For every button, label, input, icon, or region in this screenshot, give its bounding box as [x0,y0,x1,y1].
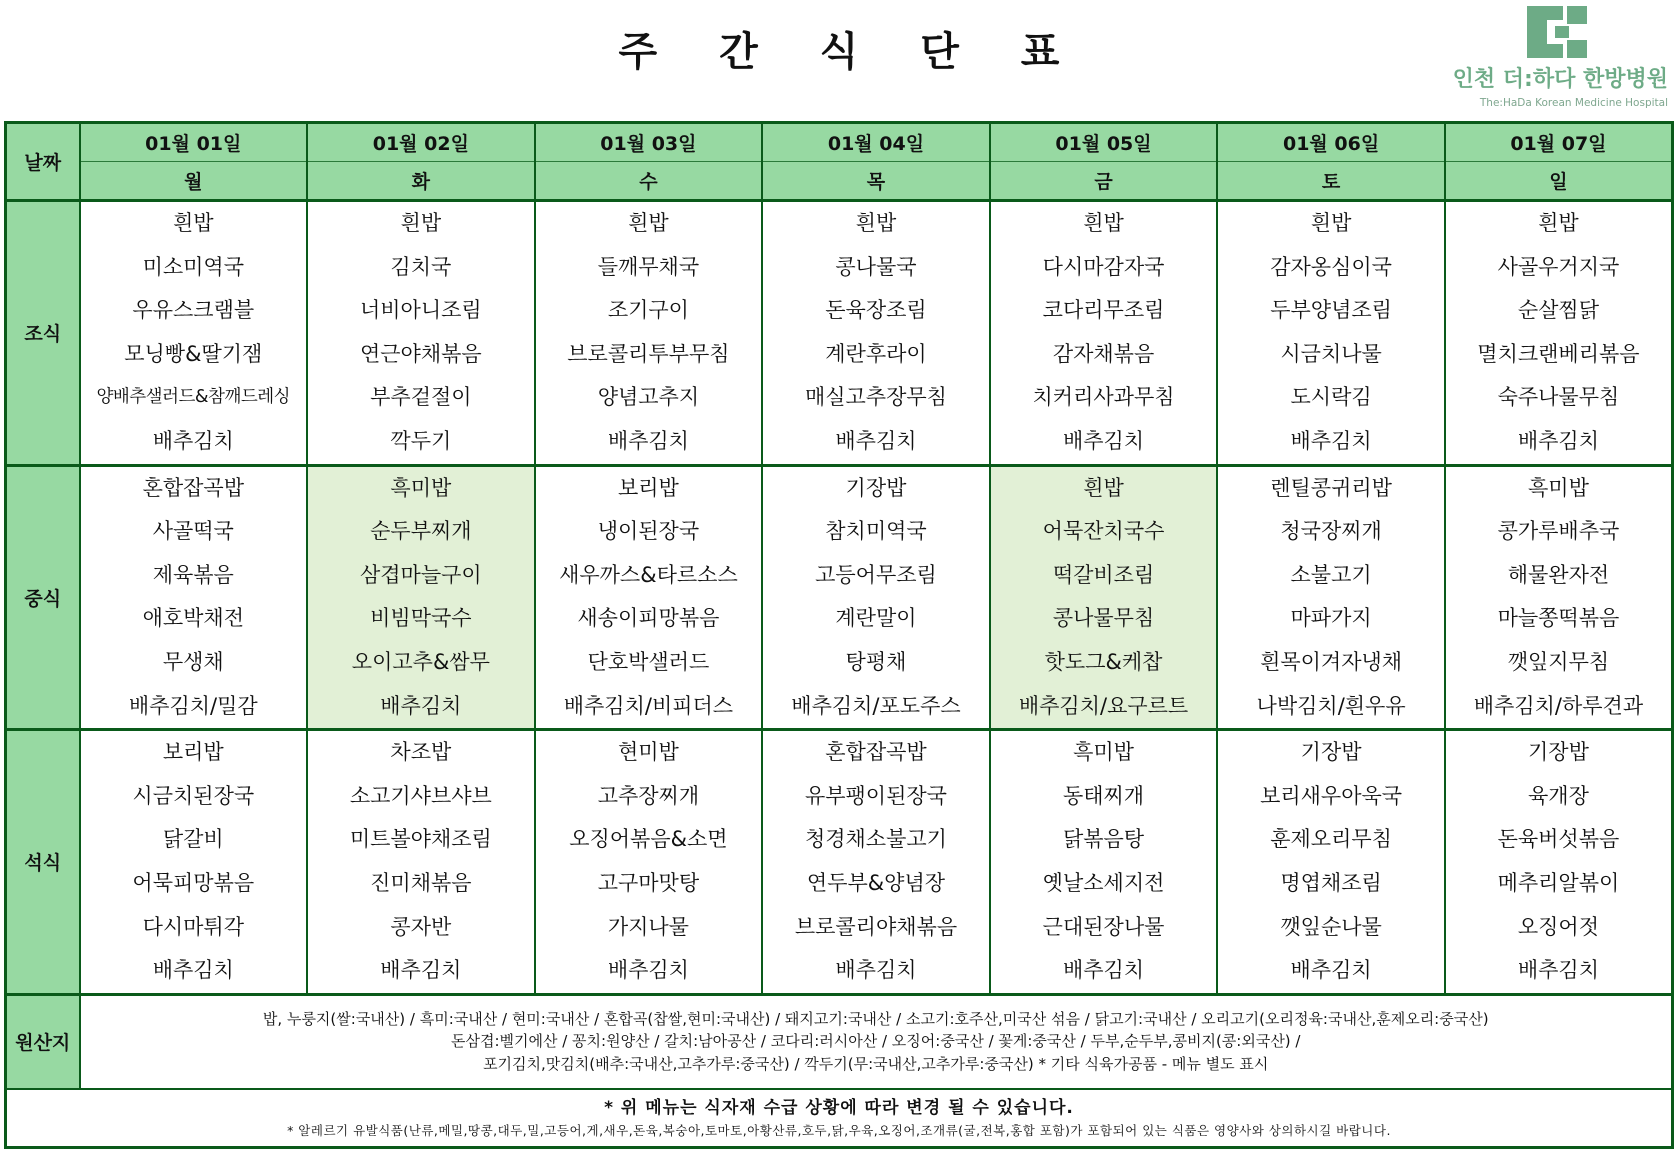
menu-cell [535,730,763,995]
menu-item: 흰밥 [400,211,442,235]
menu-item: 닭볶음탕 [1062,827,1145,852]
menu-cell [990,201,1218,466]
menu-item: 치커리사과무침 [1032,385,1175,410]
menu-item: 사골우거지국 [1497,254,1620,279]
menu-cell [80,730,308,995]
menu-cell [1445,730,1673,995]
date-header: 01월 07일 [1445,123,1673,162]
menu-item: 흑미밥 [1528,475,1589,500]
menu-item: 콩가루배추국 [1497,519,1620,544]
menu-item: 메추리알볶이 [1497,870,1620,895]
menu-item: 너비아니조림 [359,298,482,323]
menu-item: 고추장찌개 [597,783,700,808]
meal-label: 조식 [6,201,80,466]
menu-cell [80,201,308,466]
menu-item: 혼합잡곡밥 [825,740,927,765]
menu-item: 제육볶음 [152,562,234,587]
menu-item: 배추김치 [380,958,462,983]
menu-item: 시금치된장국 [132,783,255,808]
menu-cell [762,730,990,995]
menu-cell [1445,465,1673,730]
menu-item: 청국장찌개 [1280,519,1382,544]
menu-cell [1217,201,1445,466]
menu-item: 청경채소불고기 [804,827,947,852]
page-title: 주 간 식 단 표 [618,29,1084,75]
menu-item: 어묵피망볶음 [132,870,255,895]
weekday-header: 수 [535,162,763,201]
menu-item: 감자채볶음 [1052,341,1155,366]
menu-item: 배추김치 [1517,958,1600,983]
menu-item: 두부양념조림 [1270,298,1392,323]
menu-item: 코다리무조림 [1042,298,1165,323]
menu-item: 다시마감자국 [1042,254,1165,279]
menu-item: 배추김치 [380,693,462,718]
weekday-header: 일 [1445,162,1673,201]
origin-line: 돈삼겹:벨기에산 / 꽁치:원양산 / 갈치:남아공산 / 코다리:러시아산 / 오징어:중국산 / 꽃게:중국산 / 두부,순두부,콩비지(콩:외국산) / [450,1032,1301,1051]
date-header: 01월 03일 [535,123,763,162]
menu-item: 콩나물무침 [1052,606,1155,631]
menu-item: 들깨무채국 [597,254,700,279]
menu-item: 새우까스&타르소스 [559,562,738,587]
menu-item: 배추김치/포도주스 [791,693,961,718]
menu-item: 닭갈비 [162,827,224,852]
menu-item: 매실고추장무침 [804,385,947,410]
menu-item: 콩나물국 [835,254,917,279]
menu-item: 배추김치 [607,428,689,453]
menu-cell [990,465,1218,730]
menu-item: 소고기샤브샤브 [349,783,492,808]
menu-item: 흰밥 [855,211,897,235]
menu-item: 깻잎지무침 [1507,649,1610,674]
menu-item: 다시마튀각 [142,914,244,939]
menu-item: 배추김치 [1290,958,1372,983]
menu-item: 명엽채조림 [1280,870,1382,895]
menu-item: 흰목이겨자냉채 [1260,649,1403,674]
menu-item: 배추김치 [1062,428,1145,453]
date-header-row [6,123,1673,162]
menu-item: 김치국 [390,254,452,279]
menu-item: 배추김치 [1517,428,1600,453]
menu-item: 옛날소세지전 [1042,870,1165,895]
menu-item: 도시락김 [1290,385,1372,410]
menu-item: 삼겹마늘구이 [359,562,482,587]
menu-item: 비빔막국수 [370,606,472,631]
menu-item: 해물완자전 [1507,562,1610,587]
menu-item: 흑미밥 [1073,740,1134,765]
menu-item: 계란후라이 [825,341,927,366]
menu-cell [762,465,990,730]
menu-cell [307,201,535,466]
hospital-logo-mark-icon [1527,6,1593,58]
origin-info [80,994,1673,1089]
menu-item: 배추김치 [835,958,917,983]
menu-item: 브로콜리야채볶음 [794,914,958,939]
menu-item: 혼합잡곡밥 [142,475,244,500]
menu-item: 흰밥 [1083,211,1124,235]
date-header: 01월 01일 [80,123,308,162]
menu-cell [535,201,763,466]
menu-item: 배추김치/하루견과 [1473,693,1644,718]
menu-item: 연근야채볶음 [359,341,482,366]
menu-item: 기장밥 [1300,740,1362,765]
origin-label: 원산지 [6,994,80,1089]
menu-item: 기장밥 [845,475,907,500]
menu-item: 보리밥 [617,475,679,500]
menu-item: 깻잎순나물 [1280,914,1382,939]
menu-item: 배추김치 [1290,428,1372,453]
menu-item: 흰밥 [172,211,214,235]
menu-item: 근대된장나물 [1042,914,1165,939]
menu-item: 배추김치 [152,958,234,983]
menu-item: 양념고추지 [597,385,700,410]
menu-item: 모닝빵&딸기잼 [124,341,263,366]
menu-item: 돈육장조림 [825,298,927,323]
menu-item: 현미밥 [617,740,679,765]
menu-item: 조기구이 [607,298,689,323]
menu-item: 보리밥 [162,740,224,765]
menu-item: 콩자반 [390,914,452,939]
menu-item: 냉이된장국 [597,519,700,544]
menu-item: 흰밥 [1310,211,1352,235]
menu-item: 렌틸콩귀리밥 [1270,475,1392,500]
menu-item: 계란말이 [835,606,917,631]
menu-item: 배추김치 [607,958,689,983]
menu-item: 마파가지 [1290,606,1372,631]
menu-item: 브로콜리투부무침 [567,341,730,366]
meal-row [6,730,1673,995]
menu-cell [762,201,990,466]
origin-line: 포기김치,맛김치(배추:국내산,고추가루:중국산) / 깍두기(무:국내산,고추가루:중국산) * 기타 식육가공품 - 메뉴 별도 표시 [483,1054,1269,1073]
date-header: 01월 06일 [1217,123,1445,162]
hospital-logo [1440,4,1670,114]
menu-item: 배추김치/요구르트 [1018,693,1189,718]
menu-item: 참치미역국 [825,519,927,544]
weekly-menu-table [4,121,1674,1149]
origin-row [6,994,1673,1089]
menu-item: 연두부&양념장 [806,870,946,895]
weekday-header: 월 [80,162,308,201]
menu-item: 오이고추&쌈무 [351,649,490,674]
meal-label: 석식 [6,730,80,995]
menu-item: 양배추샐러드&참깨드레싱 [96,387,291,408]
menu-item: 시금치나물 [1280,341,1382,366]
menu-item: 오징어볶음&소면 [569,827,728,852]
menu-item: 흰밥 [1083,475,1124,500]
menu-item: 훈제오리무침 [1270,827,1392,852]
menu-item: 고구마맛탕 [597,870,700,895]
date-label: 날짜 [6,123,80,201]
menu-item: 단호박샐러드 [587,649,710,674]
menu-cell [1217,730,1445,995]
menu-item: 배추김치/비피더스 [563,693,734,718]
menu-item: 고등어무조림 [815,562,937,587]
menu-item: 순두부찌개 [370,519,472,544]
menu-item: 핫도그&케찹 [1044,649,1163,674]
notice-row [6,1089,1673,1148]
menu-item: 어묵잔치국수 [1042,519,1165,544]
menu-item: 탕평채 [845,649,907,674]
menu-item: 미소미역국 [142,254,244,279]
menu-cell [1445,201,1673,466]
menu-item: 떡갈비조림 [1052,562,1155,587]
menu-item: 기장밥 [1528,740,1589,765]
menu-item: 배추김치 [835,428,917,453]
menu-item: 가지나물 [607,914,689,939]
menu-item: 사골떡국 [152,519,234,544]
menu-item: 배추김치 [1062,958,1145,983]
menu-item: 육개장 [1528,783,1589,808]
notice [6,1089,1673,1148]
menu-item: 우유스크램블 [132,298,255,323]
weekday-header: 금 [990,162,1218,201]
menu-item: 멸치크랜베리볶음 [1477,341,1640,366]
weekday-header: 목 [762,162,990,201]
meal-row [6,201,1673,466]
menu-item: 애호박채전 [142,606,244,631]
menu-item: 배추김치 [152,428,234,453]
menu-cell [990,730,1218,995]
menu-item: 유부팽이된장국 [804,783,947,808]
menu-item: 흰밥 [1538,211,1579,235]
menu-item: 오징어젓 [1517,914,1600,939]
date-header: 01월 02일 [307,123,535,162]
menu-item: 순살찜닭 [1517,298,1600,323]
weekday-header: 화 [307,162,535,201]
menu-item: 흑미밥 [390,475,452,500]
menu-item: 무생채 [162,649,224,674]
origin-line: 밥, 누룽지(쌀:국내산) / 흑미:국내산 / 현미:국내산 / 혼합곡(찹쌀,현미:국내산) / 돼지고기:국내산 / 소고기:호주산,미국산 섞음 / 닭고기:국내산 / 오리고기(오리정육:국내산,훈제오리:중국산) [262,1009,1489,1028]
menu-item: 새송이피망볶음 [577,606,720,631]
hospital-name: 인천 더:하다 한방병원 [1452,67,1668,92]
menu-item: 소불고기 [1290,562,1372,587]
menu-item: 차조밥 [390,740,452,765]
menu-item: 동태찌개 [1062,783,1145,808]
menu-cell [80,465,308,730]
menu-item: 미트볼야채조림 [349,827,492,852]
menu-item: 배추김치/밀감 [128,693,258,718]
menu-item: 돈육버섯볶음 [1497,827,1620,852]
menu-item: 깍두기 [390,428,452,453]
menu-item: 감자옹심이국 [1270,254,1392,279]
meal-label: 중식 [6,465,80,730]
menu-cell [1217,465,1445,730]
notice-main: * 위 메뉴는 식자재 수급 상황에 따라 변경 될 수 있습니다. [604,1097,1074,1118]
menu-item: 보리새우아욱국 [1260,783,1403,808]
date-header: 01월 04일 [762,123,990,162]
menu-item: 마늘쫑떡볶음 [1497,606,1620,631]
menu-item: 흰밥 [628,211,669,235]
meal-row [6,465,1673,730]
menu-cell [307,730,535,995]
menu-cell [535,465,763,730]
menu-item: 숙주나물무침 [1497,385,1620,410]
menu-item: 진미채볶음 [370,870,472,895]
menu-cell [307,465,535,730]
weekday-header-row [6,162,1673,201]
menu-table-body [6,123,1673,1148]
allergy-notice: * 알레르기 유발식품(난류,메밀,땅콩,대두,밀,고등어,게,새우,돈육,복숭아,토마토,아황산류,호두,닭,우육,오징어,조개류(굴,전복,홍합 포함)가 포함되어 있는 식품은 영양사와 상의하시길 바랍니다. [287,1122,1391,1138]
hospital-english-name: The:HaDa Korean Medicine Hospital [1479,97,1668,109]
date-header: 01월 05일 [990,123,1218,162]
menu-item: 부추겉절이 [370,385,472,410]
menu-item: 나박김치/흰우유 [1256,693,1406,718]
weekday-header: 토 [1217,162,1445,201]
